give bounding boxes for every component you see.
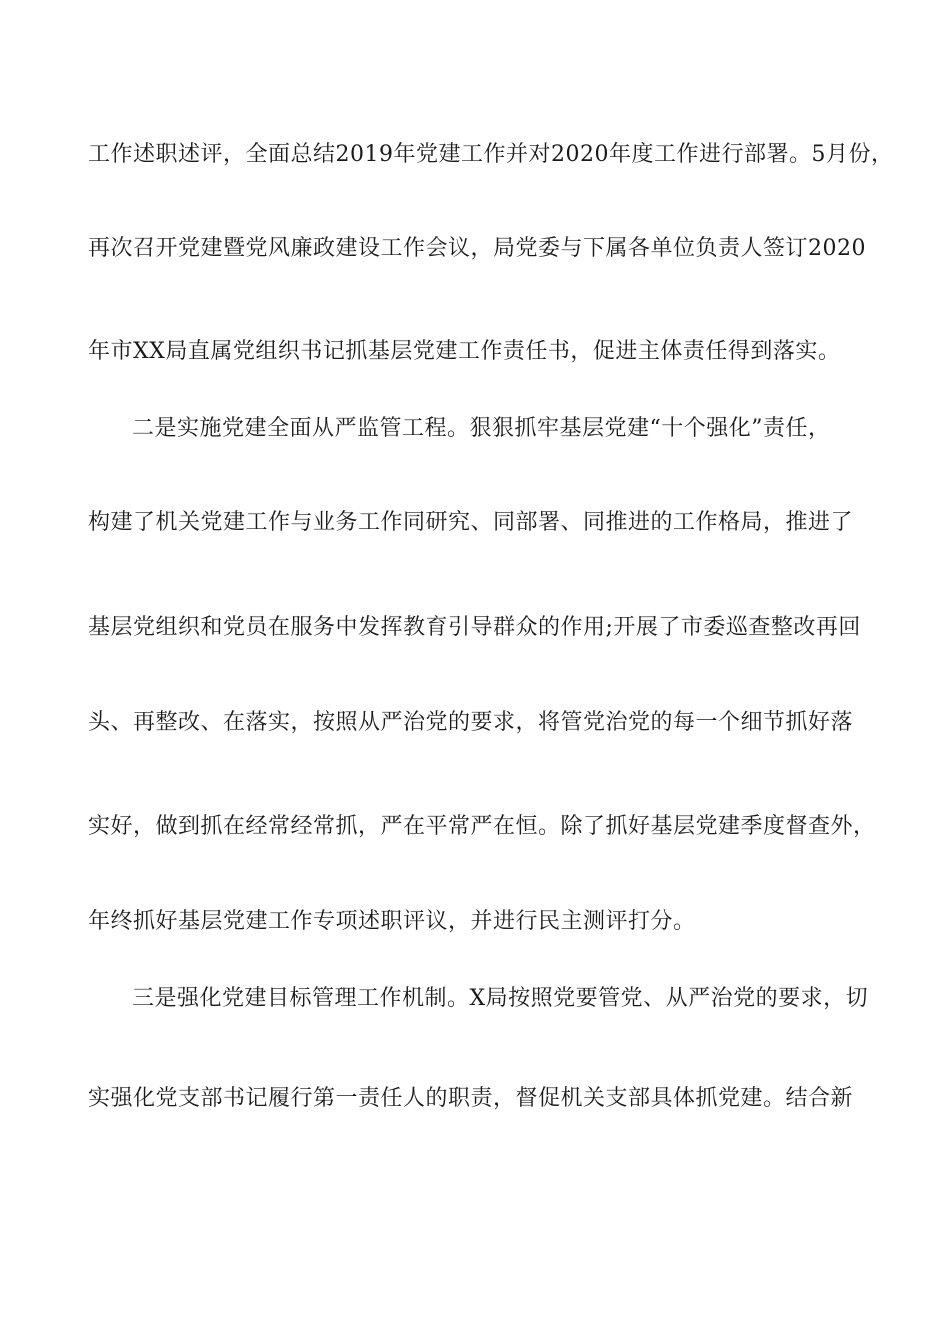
text-line: 工作述职述评，全面总结2019年党建工作并对2020年度工作进行部署。5月份， <box>88 142 894 167</box>
text-line: 构建了机关党建工作与业务工作同研究、同部署、同推进的工作格局，推进了 <box>88 510 854 535</box>
text-line: 年终抓好基层党建工作专项述职评议，并进行民主测评打分。 <box>88 909 696 934</box>
text-line: 头、再整改、在落实，按照从严治党的要求，将管党治党的每一个细节抓好落 <box>88 710 854 735</box>
text-line: 年市XX局直属党组织书记抓基层党建工作责任书，促进主体责任得到落实。 <box>88 339 841 364</box>
paragraph-start-line: 二是实施党建全面从严监管工程。狠狠抓牢基层党建“十个强化”责任， <box>132 416 831 441</box>
text-line: 实好，做到抓在经常经常抓，严在平常严在恒。除了抓好基层党建季度督查外， <box>88 814 876 839</box>
text-line: 基层党组织和党员在服务中发挥教育引导群众的作用;开展了市委巡查整改再回 <box>88 615 861 640</box>
paragraph-start-line: 三是强化党建目标管理工作机制。X局按照党要管党、从严治党的要求，切 <box>132 986 869 1011</box>
text-line: 实强化党支部书记履行第一责任人的职责，督促机关支部具体抓党建。结合新 <box>88 1086 854 1111</box>
text-line: 再次召开党建暨党风廉政建设工作会议，局党委与下属各单位负责人签订2020 <box>88 236 866 261</box>
